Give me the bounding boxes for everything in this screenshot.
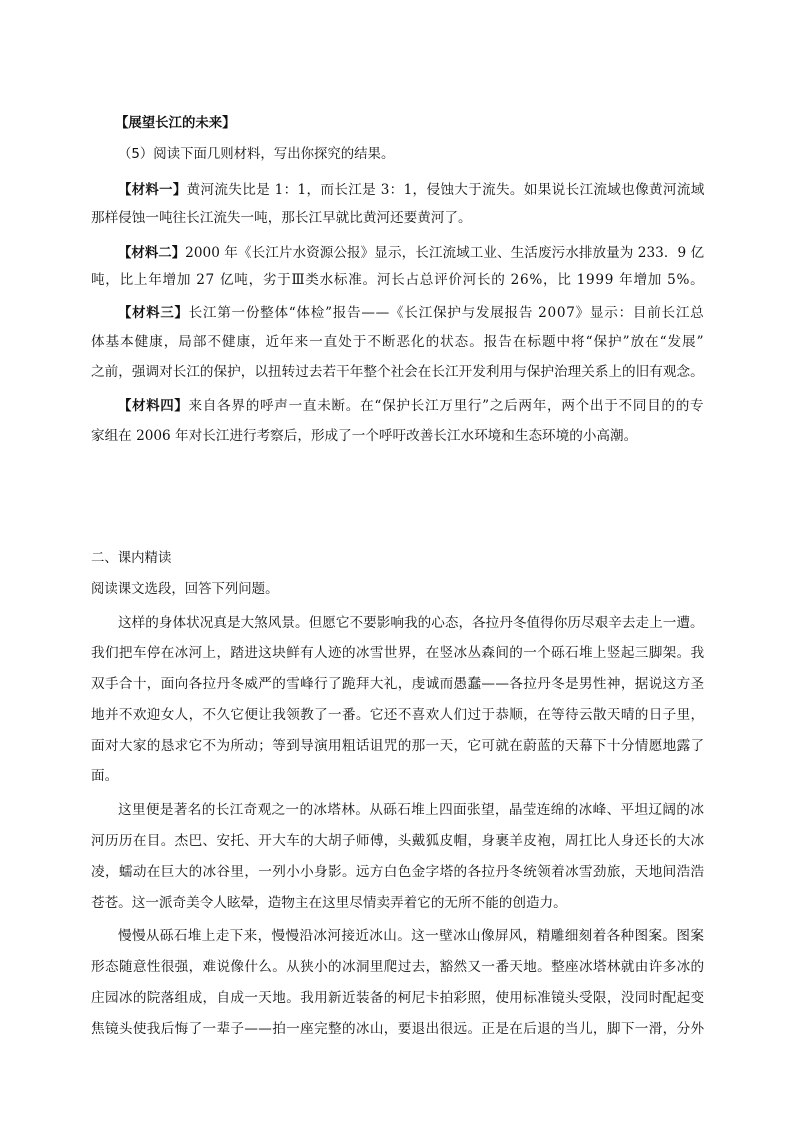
passage-line: 河历历在目。杰巴、安托、开大车的大胡子师傅，头戴狐皮帽，身裹羊皮袍，周扛比人身还长的大冰 <box>91 833 705 849</box>
passage-line: 形态随意性很强，难说像什么。从狭小的冰洞里爬过去，豁然又一番天地。整座冰塔林就由许多冰的 <box>91 959 705 975</box>
reading-instruction: 阅读课文选段，回答下列问题。 <box>91 582 279 597</box>
passage-line: 这里便是著名的长江奇观之一的冰塔林。从砾石堆上四面张望，晶莹连绵的冰峰、平坦辽阔的冰 <box>118 802 705 818</box>
material-1-label: 【材料一】 <box>118 183 187 198</box>
material-4-first-line <box>118 396 704 417</box>
material-2-first-line <box>118 243 704 264</box>
passage-line: 地并不欢迎女人，不久它便让我领教了一番。它还不喜欢人们过于恭顺，在等待云散天晴的日子里， <box>91 707 705 723</box>
passage-line: 凌，蠕动在巨大的冰谷里，一列小小身影。远方白色金字塔的各拉丹冬统领着冰雪劲旅，天地间浩浩 <box>91 864 705 880</box>
material-3-text-line: 之前，强调对长江的保护，以扭转过去若干年整个社会在长江开发利用与保护治理关系上的旧有观念。 <box>91 364 704 380</box>
material-3-text-line: 体基本健康，局部不健康，近年来一直处于不断恶化的状态。报告在标题中将“保护”放在“发展” <box>91 334 705 350</box>
material-3-text: 长江第一份整体“体检”报告——《长江保护与发展报告 2007》显示：目前长江总 <box>188 305 705 321</box>
passage-line: 我们把车停在冰河上，踏进这块鲜有人迹的冰雪世界，在竖冰丛森间的一个砾石堆上竖起三脚架。我 <box>91 645 705 661</box>
material-3-first-line <box>118 303 705 324</box>
passage-line: 面对大家的恳求它不为所动；等到导演用粗话诅咒的那一天，它可就在蔚蓝的天幕下十分情愿地露了 <box>91 738 705 754</box>
material-3-label: 【材料三】 <box>118 306 189 321</box>
material-4-label: 【材料四】 <box>118 399 189 414</box>
passage-line: 慢慢从砾石堆上走下来，慢慢沿冰河接近冰山。这一壁冰山像屏风，精雕细刻着各种图案。图案 <box>118 928 705 944</box>
passage-line: 苍苍。这一派奇美令人眩晕，造物主在这里尽情卖弄着它的无所不能的创造力。 <box>91 895 567 911</box>
material-1-text: 黄河流失比是 1：1，而长江是 3：1，侵蚀大于流失。如果说长江流域也像黄河流域 <box>186 182 705 198</box>
passage-line: 这样的身体状况真是大煞风景。但愿它不要影响我的心态，各拉丹冬值得你历尽艰辛去走上一遭。 <box>118 615 704 631</box>
material-2-text-line: 吨，比上年增加 27 亿吨，劣于Ⅲ类水标准。河长占总评价河长的 26%，比 1999 年增加 5%。 <box>91 272 705 288</box>
passage-line: 焦镜头使我后悔了一辈子——拍一座完整的冰山，要退出很远。正是在后退的当儿，脚下一滑，分外 <box>91 1021 705 1037</box>
section-heading-reading: 二、课内精读 <box>91 551 172 566</box>
material-2-text: 2000 年《长江片水资源公报》显示，长江流域工业、生活废污水排放量为 233．9 亿 <box>185 245 705 261</box>
passage-line: 面。 <box>91 768 119 784</box>
section-heading-future: 【展望长江的未来】 <box>115 116 236 131</box>
question-5: （5）阅读下面几则材料，写出你探究的结果。 <box>118 147 395 162</box>
material-1-text-line: 那样侵蚀一吨往长江流失一吨，那长江早就比黄河还要黄河了。 <box>91 210 472 226</box>
passage-line: 双手合十，面向各拉丹冬威严的雪峰行了跪拜大礼，虔诚而愚蠢——各拉丹冬是男性神，据说这方圣 <box>91 676 705 692</box>
material-1-first-line <box>118 180 705 201</box>
material-2-label: 【材料二】 <box>118 246 186 261</box>
passage-line: 庄园冰的院落组成，自成一天地。我用新近装备的柯尼卡拍彩照，使用标准镜头受限，没同时配起变 <box>91 990 705 1006</box>
material-4-text: 来自各界的呼声一直未断。在“保护长江万里行”之后两年，两个出于不同目的的专 <box>188 398 705 414</box>
material-4-text-line: 家组在 2006 年对长江进行考察后，形成了一个呼吁改善长江水环境和生态环境的小高潮。 <box>91 428 638 444</box>
